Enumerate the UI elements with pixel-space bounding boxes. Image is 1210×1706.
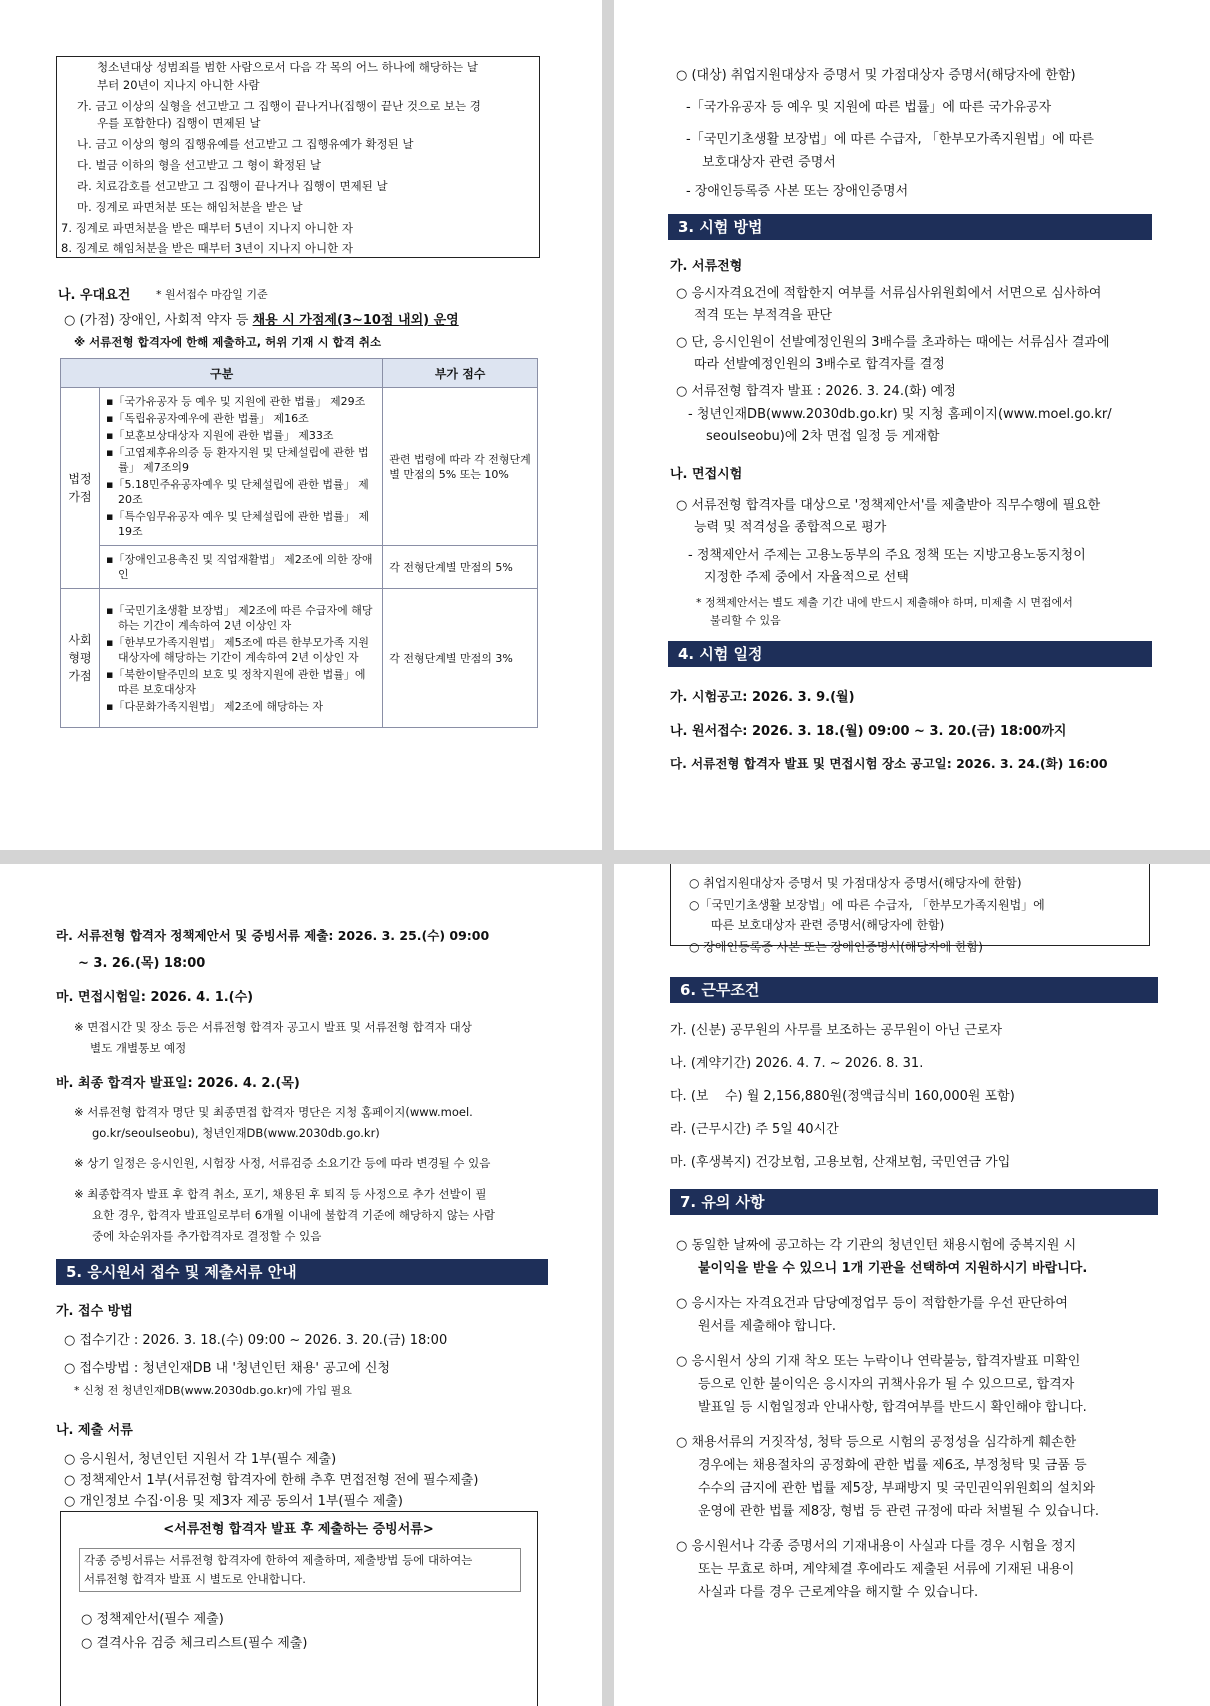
box-line: 부터 20년이 지나지 아니한 사람 [97, 78, 260, 92]
box-title: <서류전형 합격자 발표 후 제출하는 증빙서류> [163, 1522, 434, 1537]
note-line: * 정책제안서는 별도 제출 기간 내에 반드시 제출해야 하며, 미제출 시 면접에서 [696, 596, 1073, 609]
box-line: 가. 금고 이상의 실형을 선고받고 그 집행이 끝나거나(집행이 끝난 것으로 보는 경 [77, 99, 481, 113]
note-line: ※ 면접시간 및 장소 등은 서류전형 합격자 공고시 발표 및 서류전형 합격자 대상 [74, 1020, 472, 1034]
note-line: 서류전형 합격자 발표 시 별도로 안내합니다. [84, 1572, 306, 1586]
page-2 [614, 0, 1210, 850]
group3-items [100, 589, 383, 728]
target-line: ○ (대상) 취업지원대상자 증명서 및 가점대상자 증명서(해당자에 한함) [676, 68, 1076, 83]
note-line: 불리할 수 있음 [710, 614, 781, 627]
notice-line: ○ 응시자는 자격요건과 담당예정업무 등이 적합한가를 우선 판단하여 [676, 1296, 1068, 1311]
note-line: ※ 최종합격자 발표 후 합격 취소, 포기, 채용된 후 퇴직 등 사정으로 추가 선발이 필 [74, 1187, 487, 1201]
note-line: 요한 경우, 합격자 발표일로부터 6개월 이내에 불합격 기준에 해당하지 않는 사람 [92, 1208, 496, 1222]
list-item: ▪「국민기초생활 보장법」 제2조에 따른 수급자에 해당하는 기간이 계속하여 2년 이상인 자 [106, 603, 373, 632]
text-line: ○ 단, 응시인원이 선발예정인원의 3배수를 초과하는 때에는 서류심사 결과에 [676, 335, 1110, 350]
bonus-line [64, 309, 459, 328]
bonus-underline: 채용 시 가점제(3~10점 내외) 운영 [252, 313, 459, 328]
schedule-line: 다. 서류전형 합격자 발표 및 면접시험 장소 공고일: 2026. 3. 24.(화) 16:00 [670, 756, 1108, 771]
text-line: seoulseobu)에 2차 면접 일정 등 게재함 [706, 429, 940, 444]
text-line: - 청년인재DB(www.2030db.go.kr) 및 지청 홈페이지(www.moel.go.kr/ [688, 407, 1112, 422]
box-item: ○ 정책제안서(필수 제출) [81, 1612, 224, 1627]
page-3 [0, 864, 602, 1706]
text-line: ○ 접수방법 : 청년인재DB 내 '청년인턴 채용' 공고에 신청 [64, 1361, 391, 1376]
notice-line: ○ 채용서류의 거짓작성, 청탁 등으로 시험의 공정성을 심각하게 훼손한 [676, 1435, 1077, 1450]
box-item: ○ 취업지원대상자 증명서 및 가점대상자 증명서(해당자에 한함) [689, 876, 1022, 890]
box-note [79, 1548, 521, 1592]
section-bar-work-conditions: 6. 근무조건 [670, 977, 1158, 1003]
section-bar-exam-schedule: 4. 시험 일정 [668, 641, 1152, 667]
notice-line: ○ 응시원서나 각종 증명서의 기재내용이 사실과 다를 경우 시험을 정지 [676, 1539, 1077, 1554]
note-line: 중에 차순위자를 추가합격자로 결정할 수 있음 [92, 1229, 322, 1243]
target-item: -「국민기초생활 보장법」에 따른 수급자, 「한부모가족지원법」에 따른 [686, 132, 1094, 147]
evidence-docs-box [60, 1511, 538, 1706]
box-line: 7. 징계로 파면처분을 받은 때부터 5년이 지나지 아니한 자 [61, 221, 353, 235]
schedule-line: 마. 면접시험일: 2026. 4. 1.(수) [56, 990, 254, 1005]
text-line: 따라 선발예정인원의 3배수로 합격자를 결정 [694, 357, 945, 372]
subsection-title: 가. 접수 방법 [56, 1304, 133, 1319]
bonus-table [60, 358, 538, 728]
notice-line: 사실과 다를 경우 근로계약을 해지할 수 있습니다. [698, 1585, 979, 1600]
notice-line: 운영에 관한 법률 제8장, 형법 등 관련 규정에 따라 처벌될 수 있습니다. [698, 1504, 1100, 1519]
target-item: 보호대상자 관련 증명서 [702, 155, 836, 170]
table-head-category: 구분 [61, 359, 383, 388]
group2-score: 각 전형단계별 만점의 5% [383, 546, 538, 589]
table-row [61, 388, 538, 546]
page-1 [0, 0, 602, 850]
disqualification-box [56, 56, 540, 258]
note-line: * 신청 전 청년인재DB(www.2030db.go.kr)에 가입 필요 [74, 1384, 352, 1397]
text-line: - 정책제안서 주제는 고용노동부의 주요 정책 또는 지방고용노동지청이 [688, 548, 1086, 563]
group-label-legal: 법정 가점 [61, 388, 100, 589]
text-line: 적격 또는 부적격을 판단 [694, 308, 832, 323]
list-item: ▪「북한이탈주민의 보호 및 정착지원에 관한 법률」에 따른 보호대상자 [106, 667, 366, 696]
box-line: 마. 징계로 파면처분 또는 해임처분을 받은 날 [77, 200, 303, 214]
warning-note: ※ 서류전형 합격자에 한해 제출하고, 허위 기재 시 합격 취소 [74, 335, 382, 349]
text-line: 지정한 주제 중에서 자율적으로 선택 [704, 570, 909, 585]
text-line: ○ 정책제안서 1부(서류전형 합격자에 한해 추후 면접전형 전에 필수제출) [64, 1473, 479, 1488]
text-line: ○ 서류전형 합격자를 대상으로 '정책제안서'를 제출받아 직무수행에 필요한 [676, 498, 1101, 513]
condition-line: 나. (계약기간) 2026. 4. 7. ~ 2026. 8. 31. [670, 1056, 924, 1071]
note-line: go.kr/seoulseobu), 청년인재DB(www.2030db.go.kr) [92, 1126, 380, 1140]
box-item: ○「국민기초생활 보장법」에 따른 수급자, 「한부모가족지원법」에 [689, 898, 1045, 912]
subsection-title: 가. 서류전형 [670, 259, 743, 274]
box-line: 라. 치료감호를 선고받고 그 집행이 끝나거나 집행이 면제된 날 [77, 179, 388, 193]
target-item: - 장애인등록증 사본 또는 장애인증명서 [686, 184, 909, 199]
bonus-prefix: ○ (가점) 장애인, 사회적 약자 등 [64, 313, 253, 328]
group-label-social: 사회 형평 가점 [61, 589, 100, 728]
text-line: 능력 및 적격성을 종합적으로 평가 [694, 520, 887, 535]
page-4 [614, 864, 1210, 1706]
section-bar-exam-method: 3. 시험 방법 [668, 214, 1152, 240]
table-head-score: 부가 점수 [383, 359, 538, 388]
note-line: ※ 상기 일정은 응시인원, 시험장 사정, 서류검증 소요기간 등에 따라 변경될 수 있음 [74, 1156, 491, 1170]
text-line: ○ 접수기간 : 2026. 3. 18.(수) 09:00 ~ 2026. 3. 20.(금) 18:00 [64, 1333, 448, 1348]
text-line: ○ 응시자격요건에 적합한지 여부를 서류심사위원회에서 서면으로 심사하여 [676, 286, 1102, 301]
note-line: 별도 개별통보 예정 [90, 1041, 187, 1055]
schedule-line: 가. 시험공고: 2026. 3. 9.(월) [670, 690, 855, 705]
schedule-line: 라. 서류전형 합격자 정책제안서 및 증빙서류 제출: 2026. 3. 25.(수) 09:00 [56, 928, 490, 943]
list-item: ▪「5.18민주유공자예우 및 단체설립에 관한 법률」 제20조 [106, 478, 369, 506]
notice-line: 불이익을 받을 수 있으니 1개 기관을 선택하여 지원하시기 바랍니다. [698, 1261, 1088, 1276]
list-item: ▪「독립유공자예우에 관한 법률」 제16조 [106, 412, 309, 425]
box-line: 청소년대상 성범죄를 범한 사람으로서 다음 각 목의 어느 하나에 해당하는 날 [97, 60, 478, 74]
schedule-line: ~ 3. 26.(목) 18:00 [78, 956, 206, 971]
condition-line: 가. (신분) 공무원의 사무를 보조하는 공무원이 아닌 근로자 [670, 1023, 1003, 1038]
subsection-title: 나. 면접시험 [670, 467, 743, 482]
section-bar-application: 5. 응시원서 접수 및 제출서류 안내 [56, 1259, 548, 1285]
list-item: ▪「국가유공자 등 예우 및 지원에 관한 법률」 제29조 [106, 395, 366, 408]
evidence-docs-box-cont [670, 864, 1150, 954]
condition-line: 다. (보 수) 월 2,156,880원(정액급식비 160,000원 포함) [670, 1089, 1015, 1104]
condition-line: 라. (근무시간) 주 5일 40시간 [670, 1122, 839, 1137]
list-item: ▪「고엽제후유의증 등 환자지원 및 단체설립에 관한 법률」 제7조의9 [106, 446, 369, 474]
text-line: ○ 개인정보 수집·이용 및 제3자 제공 동의서 1부(필수 제출) [64, 1494, 403, 1509]
group1-items [100, 388, 383, 546]
note-line: 각종 증빙서류는 서류전형 합격자에 한하여 제출하며, 제출방법 등에 대하여는 [84, 1553, 473, 1567]
group3-score: 각 전형단계별 만점의 3% [383, 589, 538, 728]
list-item: ▪「특수임무유공자 예우 및 단체설립에 관한 법률」 제19조 [106, 510, 369, 538]
box-line: 나. 금고 이상의 형의 집행유예를 선고받고 그 집행유예가 확정된 날 [77, 137, 414, 151]
list-item: ▪「다문화가족지원법」 제2조에 해당하는 자 [106, 699, 323, 713]
section-title-preference: 나. 우대요건 [58, 288, 131, 303]
section-note: * 원서접수 마감일 기준 [156, 288, 268, 301]
schedule-line: 바. 최종 합격자 발표일: 2026. 4. 2.(목) [56, 1076, 300, 1091]
target-item: -「국가유공자 등 예우 및 지원에 따른 법률」에 따른 국가유공자 [686, 100, 1052, 115]
notice-line: 수수의 금지에 관한 법률 제5장, 부패방지 및 국민권익위원회의 설치와 [698, 1481, 1096, 1496]
schedule-line: 나. 원서접수: 2026. 3. 18.(월) 09:00 ~ 3. 20.(금) 18:00까지 [670, 724, 1067, 739]
notice-line: ○ 응시원서 상의 기재 착오 또는 누락이나 연락불능, 합격자발표 미확인 [676, 1354, 1081, 1369]
group1-score: 관련 법령에 따라 각 전형단계 별 만점의 5% 또는 10% [383, 388, 538, 546]
group2-item: ▪「장애인고용촉진 및 직업재활법」 제2조에 의한 장애인 [100, 546, 383, 589]
notice-line: ○ 동일한 날짜에 공고하는 각 기관의 청년인턴 채용시험에 중복지원 시 [676, 1238, 1077, 1253]
section-bar-notices: 7. 유의 사항 [670, 1189, 1158, 1215]
box-item: ○ 장애인등록증 사본 또는 장애인증명서(해당자에 한함) [689, 940, 983, 954]
notice-line: 경우에는 채용절차의 공정화에 관한 법률 제6조, 부정청탁 및 금품 등 [698, 1458, 1087, 1473]
box-line: 우를 포함한다) 집행이 면제된 날 [97, 116, 261, 130]
list-item: ▪「한부모가족지원법」 제5조에 따른 한부모가족 지원대상자에 해당하는 기간이 계속하여 2년 이상인 자 [106, 635, 369, 664]
box-item: 따른 보호대상자 관련 증명서(해당자에 한함) [711, 918, 945, 932]
condition-line: 마. (후생복지) 건강보험, 고용보험, 산재보험, 국민연금 가입 [670, 1155, 1011, 1170]
table-row [61, 546, 538, 589]
notice-line: 발표일 등 시험일정과 안내사항, 합격여부를 반드시 확인해야 합니다. [698, 1400, 1087, 1415]
subsection-title: 나. 제출 서류 [56, 1423, 133, 1438]
box-item: ○ 결격사유 검증 체크리스트(필수 제출) [81, 1636, 308, 1651]
notice-line: 원서를 제출해야 합니다. [698, 1319, 836, 1334]
list-item: ▪「보훈보상대상자 지원에 관한 법률」 제33조 [106, 429, 334, 442]
text-line: ○ 서류전형 합격자 발표 : 2026. 3. 24.(화) 예정 [676, 384, 956, 399]
notice-line: 등으로 인한 불이익은 응시자의 귀책사유가 될 수 있으므로, 합격자 [698, 1377, 1075, 1392]
box-line: 다. 벌금 이하의 형을 선고받고 그 형이 확정된 날 [77, 158, 321, 172]
notice-line: 또는 무효로 하며, 계약체결 후에라도 제출된 서류에 기재된 내용이 [698, 1562, 1075, 1577]
note-line: ※ 서류전형 합격자 명단 및 최종면접 합격자 명단은 지청 홈페이지(www.moel. [74, 1105, 473, 1119]
box-line: 8. 징계로 해임처분을 받은 때부터 3년이 지나지 아니한 자 [61, 241, 353, 255]
text-line: ○ 응시원서, 청년인턴 지원서 각 1부(필수 제출) [64, 1452, 337, 1467]
table-row [61, 589, 538, 728]
